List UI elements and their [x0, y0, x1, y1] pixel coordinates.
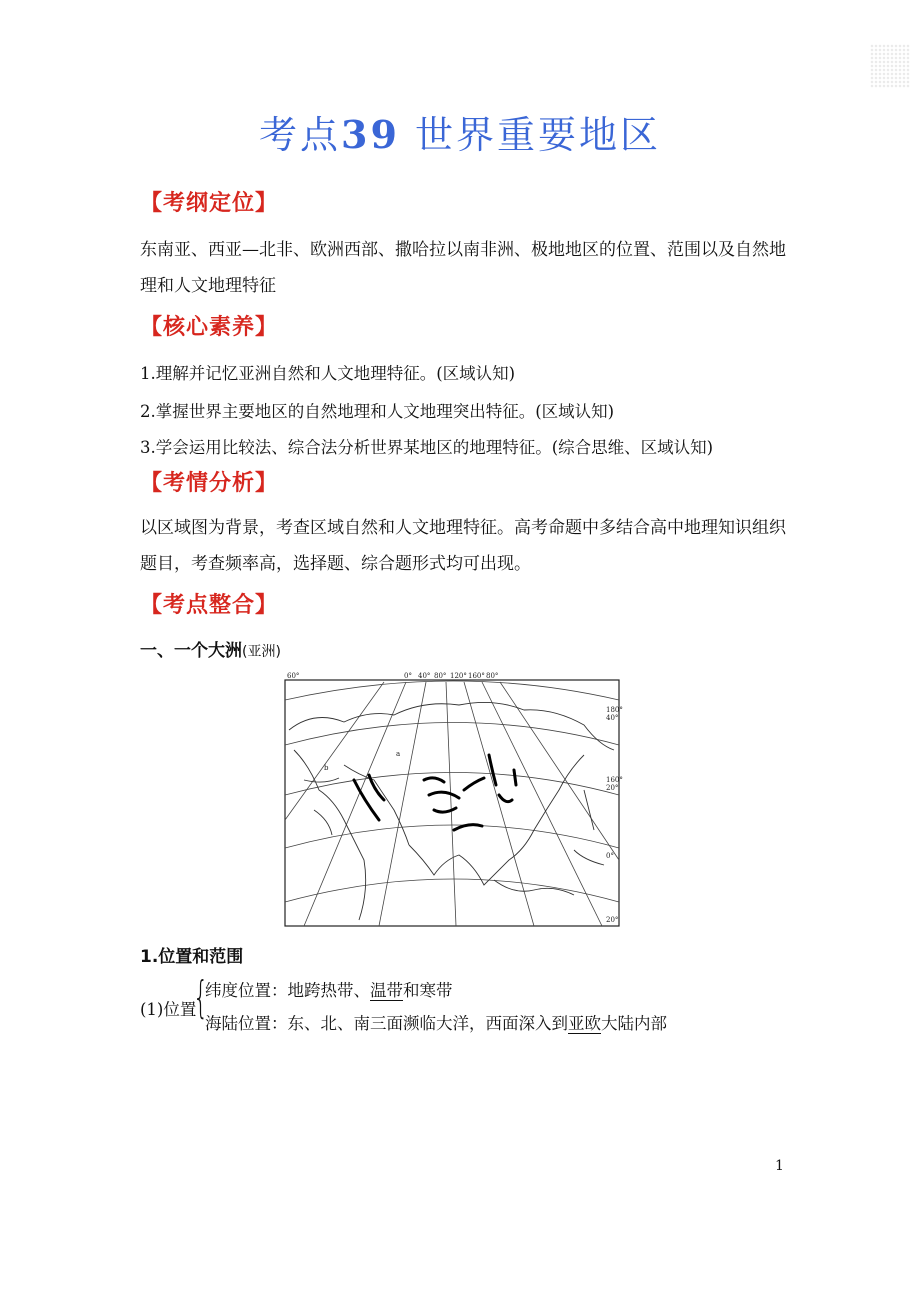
latitude-position	[205, 977, 453, 1001]
part-heading	[140, 636, 281, 661]
map-label-180: 180°	[606, 706, 623, 714]
literacy-item-2: 2.掌握世界主要地区的自然地理和人文地理突出特征。(区域认知)	[140, 402, 615, 421]
title-suffix: 世界重要地区	[414, 113, 661, 157]
map-label-60: 60°	[287, 672, 300, 680]
position-label: (1)位置	[140, 1000, 197, 1019]
map-label-20n: 20°	[606, 784, 619, 792]
section-analysis: 【考情分析】	[140, 470, 279, 496]
brace-symbol: {	[193, 972, 209, 1023]
literacy-item-3: 3.学会运用比较法、综合法分析世界某地区的地理特征。(综合思维、区域认知)	[140, 438, 714, 457]
sea-prefix: 海陆位置：东、北、南三面濒临大洋，西面深入到	[205, 1014, 568, 1033]
corner-watermark	[870, 44, 910, 88]
section-integration: 【考点整合】	[140, 592, 279, 618]
title-number: 39	[341, 112, 400, 157]
title-prefix: 考点	[258, 113, 341, 157]
page-title	[0, 104, 920, 159]
page-number: 1	[775, 1158, 784, 1174]
map-label-160e: 160°	[606, 776, 623, 784]
part-note: (亚洲)	[242, 644, 281, 660]
map-label-40: 40°	[418, 672, 431, 680]
subheading-position: 1.位置和范围	[140, 947, 244, 967]
syllabus-text: 东南亚、西亚—北非、欧洲西部、撒哈拉以南非洲、极地地区的位置、范围以及自然地理和人文地理特征	[140, 240, 786, 296]
map-label-40n: 40°	[606, 714, 619, 722]
map-label-160: 160°	[468, 672, 485, 680]
sea-underlined: 亚欧	[568, 1014, 601, 1033]
map-label-80: 80°	[434, 672, 447, 680]
analysis-text: 以区域图为背景，考查区域自然和人文地理特征。高考命题中多结合高中地理知识组织题目，考查频率高，选择题、综合题形式均可出现。	[140, 518, 786, 574]
map-label-equator: 0°	[606, 852, 614, 860]
lat-underlined: 温带	[370, 981, 403, 1000]
map-label-120: 120°	[450, 672, 467, 680]
section-literacy: 【核心素养】	[140, 314, 279, 340]
part-label: 一、一个大洲	[140, 641, 242, 661]
lat-prefix: 纬度位置：地跨热带、	[205, 981, 370, 1000]
map-point-a: a	[396, 750, 401, 758]
map-label-0: 0°	[404, 672, 412, 680]
sea-land-position	[205, 1010, 667, 1034]
asia-map	[284, 670, 624, 930]
literacy-item-1: 1.理解并记忆亚洲自然和人文地理特征。(区域认知)	[140, 364, 516, 383]
map-label-80b: 80°	[486, 672, 499, 680]
map-label-20s: 20°	[606, 916, 619, 924]
section-syllabus: 【考纲定位】	[140, 190, 279, 216]
lat-suffix: 和寒带	[403, 981, 453, 1000]
map-point-b: b	[324, 764, 329, 772]
sea-suffix: 大陆内部	[601, 1014, 667, 1033]
